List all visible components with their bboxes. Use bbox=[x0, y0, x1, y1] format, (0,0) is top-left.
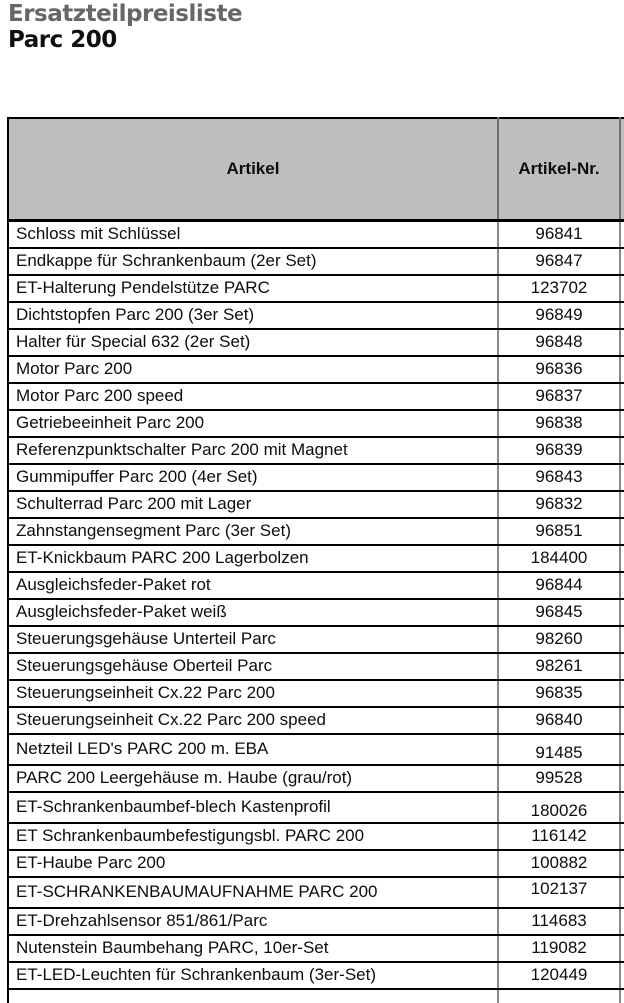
artikel-cell: Steuerungseinheit Cx.22 Parc 200 speed bbox=[8, 707, 498, 734]
cropped-cell bbox=[620, 410, 624, 437]
artikel-cell: Zahnstangensegment Parc (3er Set) bbox=[8, 518, 498, 545]
table-row bbox=[8, 734, 624, 765]
artikel-nr-cell: 96843 bbox=[498, 464, 620, 491]
table-row bbox=[8, 707, 624, 734]
artikel-nr-cell: 96848 bbox=[498, 329, 620, 356]
table-row bbox=[8, 410, 624, 437]
cropped-cell bbox=[620, 599, 624, 626]
cropped-cell bbox=[620, 850, 624, 877]
clipped-next-row bbox=[8, 989, 624, 1003]
cropped-cell bbox=[620, 680, 624, 707]
clipped-cell bbox=[8, 989, 498, 1003]
cropped-cell bbox=[620, 962, 624, 989]
cropped-cell bbox=[620, 653, 624, 680]
artikel-nr-cell: 96847 bbox=[498, 248, 620, 275]
artikel-nr-cell: 96839 bbox=[498, 437, 620, 464]
artikel-cell: ET-Halterung Pendelstütze PARC bbox=[8, 275, 498, 302]
cropped-cell bbox=[620, 908, 624, 935]
page-title: Ersatzteilpreisliste bbox=[8, 1, 243, 27]
table-row bbox=[8, 765, 624, 792]
cropped-cell bbox=[620, 275, 624, 302]
cropped-cell bbox=[620, 518, 624, 545]
artikel-nr-cell: 96845 bbox=[498, 599, 620, 626]
table-row bbox=[8, 877, 624, 908]
artikel-cell: Ausgleichsfeder-Paket rot bbox=[8, 572, 498, 599]
cropped-cell bbox=[620, 383, 624, 410]
artikel-cell: ET-LED-Leuchten für Schrankenbaum (3er-Set) bbox=[8, 962, 498, 989]
table-row bbox=[8, 908, 624, 935]
artikel-cell: Referenzpunktschalter Parc 200 mit Magnet bbox=[8, 437, 498, 464]
artikel-nr-cell: 91485 bbox=[498, 734, 620, 765]
artikel-nr-cell: 96836 bbox=[498, 356, 620, 383]
table-row bbox=[8, 653, 624, 680]
artikel-cell: Gummipuffer Parc 200 (4er Set) bbox=[8, 464, 498, 491]
artikel-nr-cell: 100882 bbox=[498, 850, 620, 877]
cropped-cell bbox=[620, 707, 624, 734]
table-row bbox=[8, 572, 624, 599]
artikel-cell: ET-SCHRANKENBAUMAUFNAHME PARC 200 bbox=[8, 877, 498, 908]
artikel-nr-cell: 96837 bbox=[498, 383, 620, 410]
table-row bbox=[8, 935, 624, 962]
cropped-cell bbox=[620, 437, 624, 464]
artikel-nr-cell: 96835 bbox=[498, 680, 620, 707]
table-row bbox=[8, 518, 624, 545]
artikel-cell: Getriebeeinheit Parc 200 bbox=[8, 410, 498, 437]
price-table bbox=[7, 117, 624, 1003]
table-row bbox=[8, 962, 624, 989]
cropped-cell bbox=[620, 734, 624, 765]
column-header-artikel: Artikel bbox=[8, 118, 498, 221]
artikel-cell: Schulterrad Parc 200 mit Lager bbox=[8, 491, 498, 518]
artikel-cell: ET-Haube Parc 200 bbox=[8, 850, 498, 877]
cropped-cell bbox=[620, 765, 624, 792]
artikel-cell: ET-Schrankenbaumbef-blech Kastenprofil bbox=[8, 792, 498, 823]
cropped-cell bbox=[620, 491, 624, 518]
artikel-nr-cell: 98260 bbox=[498, 626, 620, 653]
table-row bbox=[8, 302, 624, 329]
cropped-cell bbox=[620, 464, 624, 491]
artikel-cell: Netzteil LED's PARC 200 m. EBA bbox=[8, 734, 498, 765]
table-row bbox=[8, 626, 624, 653]
cropped-cell bbox=[620, 935, 624, 962]
artikel-nr-cell: 96840 bbox=[498, 707, 620, 734]
page-subtitle: Parc 200 bbox=[8, 27, 117, 53]
artikel-nr-cell: 96844 bbox=[498, 572, 620, 599]
table-row bbox=[8, 545, 624, 572]
artikel-cell: Motor Parc 200 speed bbox=[8, 383, 498, 410]
table-row bbox=[8, 680, 624, 707]
clipped-cell bbox=[620, 989, 624, 1003]
table-row bbox=[8, 792, 624, 823]
artikel-cell: Steuerungsgehäuse Oberteil Parc bbox=[8, 653, 498, 680]
cropped-cell bbox=[620, 626, 624, 653]
artikel-cell: Nutenstein Baumbehang PARC, 10er-Set bbox=[8, 935, 498, 962]
artikel-nr-cell: 114683 bbox=[498, 908, 620, 935]
cropped-cell bbox=[620, 329, 624, 356]
cropped-cell bbox=[620, 302, 624, 329]
table-row bbox=[8, 221, 624, 248]
artikel-nr-cell: 98261 bbox=[498, 653, 620, 680]
artikel-cell: Endkappe für Schrankenbaum (2er Set) bbox=[8, 248, 498, 275]
artikel-cell: Halter für Special 632 (2er Set) bbox=[8, 329, 498, 356]
artikel-cell: Motor Parc 200 bbox=[8, 356, 498, 383]
table-row bbox=[8, 248, 624, 275]
artikel-nr-cell: 184400 bbox=[498, 545, 620, 572]
cropped-cell bbox=[620, 823, 624, 850]
artikel-cell: ET-Knickbaum PARC 200 Lagerbolzen bbox=[8, 545, 498, 572]
table-row bbox=[8, 356, 624, 383]
table-header-row bbox=[8, 118, 624, 221]
artikel-nr-cell: 102137 bbox=[498, 877, 620, 908]
artikel-cell: PARC 200 Leergehäuse m. Haube (grau/rot) bbox=[8, 765, 498, 792]
artikel-cell: Ausgleichsfeder-Paket weiß bbox=[8, 599, 498, 626]
artikel-nr-cell: 96849 bbox=[498, 302, 620, 329]
table-row bbox=[8, 491, 624, 518]
table-row bbox=[8, 823, 624, 850]
cropped-cell bbox=[620, 356, 624, 383]
table-row bbox=[8, 437, 624, 464]
artikel-nr-cell: 120449 bbox=[498, 962, 620, 989]
artikel-nr-cell: 123702 bbox=[498, 275, 620, 302]
artikel-nr-cell: 119082 bbox=[498, 935, 620, 962]
cropped-cell bbox=[620, 792, 624, 823]
artikel-nr-cell: 180026 bbox=[498, 792, 620, 823]
table-row bbox=[8, 464, 624, 491]
artikel-cell: Dichtstopfen Parc 200 (3er Set) bbox=[8, 302, 498, 329]
price-table-body bbox=[8, 221, 624, 1003]
artikel-cell: ET Schrankenbaumbefestigungsbl. PARC 200 bbox=[8, 823, 498, 850]
artikel-nr-cell: 116142 bbox=[498, 823, 620, 850]
artikel-nr-cell: 96841 bbox=[498, 221, 620, 248]
artikel-nr-cell: 96838 bbox=[498, 410, 620, 437]
artikel-nr-cell: 96851 bbox=[498, 518, 620, 545]
cropped-cell bbox=[620, 221, 624, 248]
column-header-artikel-nr: Artikel-Nr. bbox=[498, 118, 620, 221]
table-row bbox=[8, 275, 624, 302]
cropped-cell bbox=[620, 572, 624, 599]
artikel-nr-cell: 96832 bbox=[498, 491, 620, 518]
cropped-cell bbox=[620, 877, 624, 908]
clipped-cell bbox=[498, 989, 620, 1003]
artikel-cell: ET-Drehzahlsensor 851/861/Parc bbox=[8, 908, 498, 935]
artikel-cell: Schloss mit Schlüssel bbox=[8, 221, 498, 248]
cropped-cell bbox=[620, 545, 624, 572]
table-row bbox=[8, 383, 624, 410]
column-header-cropped bbox=[620, 118, 624, 221]
artikel-cell: Steuerungseinheit Cx.22 Parc 200 bbox=[8, 680, 498, 707]
artikel-cell: Steuerungsgehäuse Unterteil Parc bbox=[8, 626, 498, 653]
table-row bbox=[8, 599, 624, 626]
table-row bbox=[8, 329, 624, 356]
artikel-nr-cell: 99528 bbox=[498, 765, 620, 792]
table-row bbox=[8, 850, 624, 877]
cropped-cell bbox=[620, 248, 624, 275]
